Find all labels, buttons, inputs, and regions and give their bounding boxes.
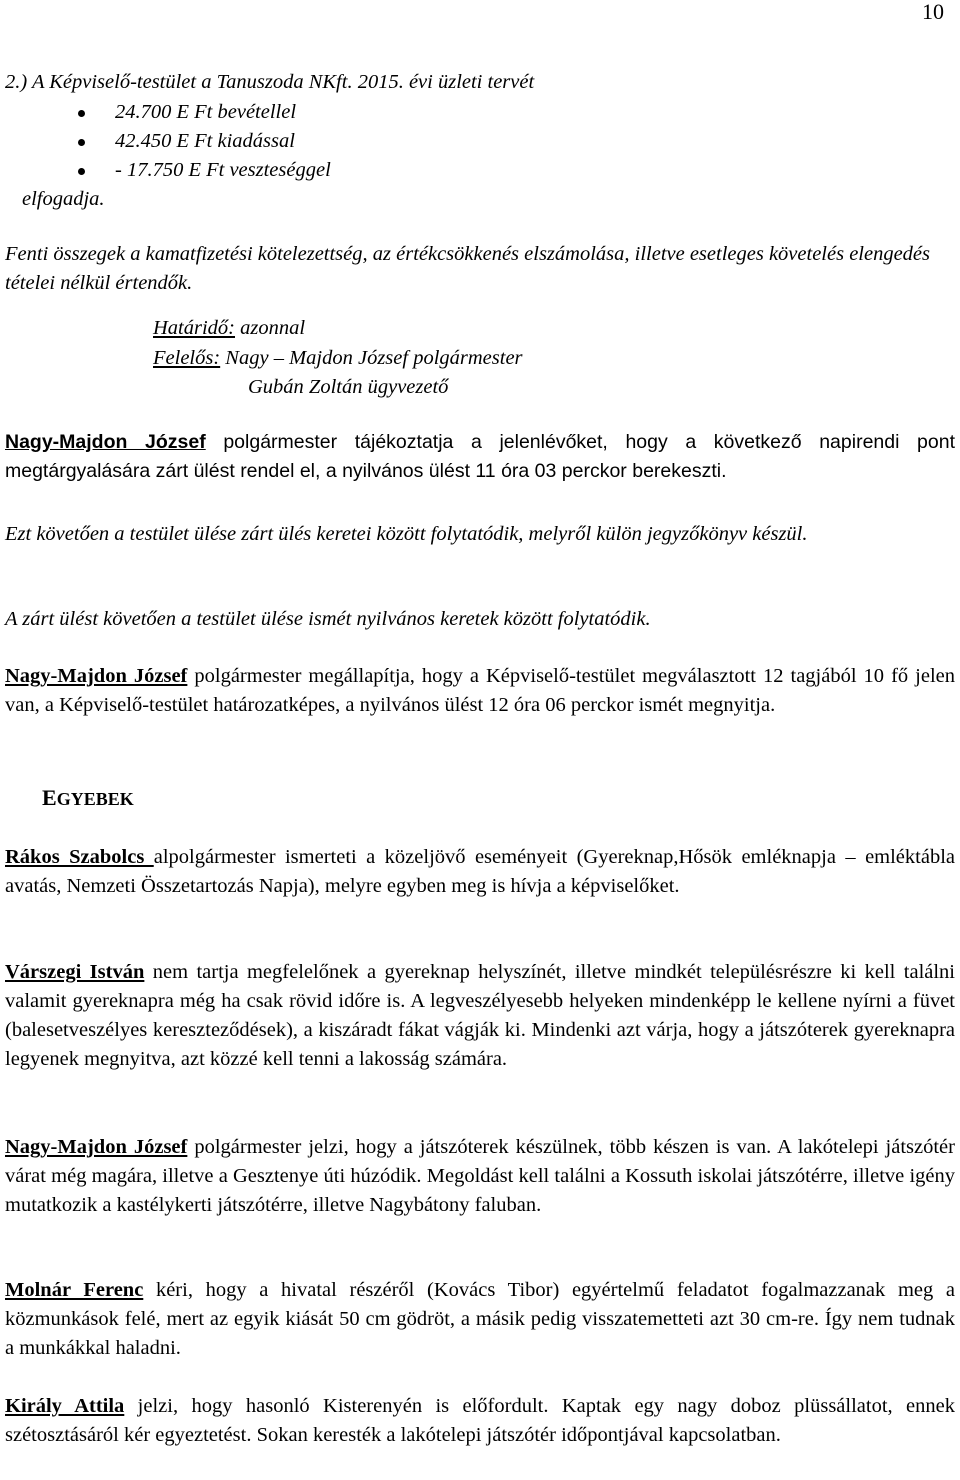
- list-item: 42.450 E Ft kiadással: [78, 127, 331, 156]
- paragraph-closed-session: Ezt követően a testület ülése zárt ülés keretei között folytatódik, melyről külön jegyzőkönyv készül.: [5, 523, 808, 545]
- discussion-text: jelzi, hogy hasonló Kisterenyén is előfordult. Kaptak egy nagy doboz plüssállatot, ennek szétosztásáról kér egyeztetést. Sokan keresték a lakótelepi játszótér időpontjával kapcsolatban.: [5, 1395, 955, 1446]
- list-item: - 17.750 E Ft veszteséggel: [78, 156, 331, 185]
- speaker-name: Nagy-Majdon József: [5, 1136, 188, 1158]
- resolution-closing: elfogadja.: [22, 188, 105, 210]
- paragraph-quorum: [5, 662, 955, 720]
- discussion-item: [5, 843, 955, 901]
- deadline-line: [153, 314, 853, 343]
- discussion-item: [5, 1392, 955, 1450]
- amount-note: Fenti összegek a kamatfizetési kötelezettség, az értékcsökkenés elszámolása, illetve esetleges követelés elengedés tételei nélkül értendők.: [5, 243, 931, 294]
- responsible-line: [153, 344, 853, 373]
- speaker-name: Molnár Ferenc: [5, 1279, 144, 1301]
- paragraph-closing-public: [5, 428, 955, 486]
- speaker-name: Várszegi István: [5, 961, 145, 983]
- paragraph-text: polgármester tájékoztatja a jelenlévőket, hogy a következő napirendi pont megtárgyalására zárt ülést rendel el, a nyilvános ülést 11 óra 03 perckor berekeszti.: [5, 431, 955, 482]
- list-item: 24.700 E Ft bevétellel: [78, 98, 331, 127]
- paragraph-text: polgármester megállapítja, hogy a Képviselő-testület megválasztott 12 tagjából 10 fő jelen van, a Képviselő-testület határozatképes, a nyilvános ülést 12 óra 06 perckor ismét megnyitja.: [5, 665, 955, 716]
- speaker-name: Király Attila: [5, 1395, 125, 1417]
- discussion-text: kéri, hogy a hivatal részéről (Kovács Tibor) egyértelmű feladatot fogalmazzanak meg a közmunkások felé, mert az egyik kiását 50 cm gödröt, a másik pedig visszatemetteti azt 30 cm-re. Így nem tudnak a munkákkal haladni.: [5, 1279, 956, 1359]
- discussion-text: polgármester jelzi, hogy a játszóterek készülnek, több készen is van. A lakótelepi játszótér várat még magára, illetve a Gesztenye úti húzódik. Megoldást kell találni a Kossuth iskolai játszótérre, illetve igény mutatkozik a kastélykerti játszótérre, illetve Nagybátony faluban.: [5, 1136, 955, 1216]
- section-heading: EGYEBEK: [42, 785, 134, 810]
- responsible-label: Felelős:: [153, 347, 221, 369]
- speaker-name: Rákos Szabolcs: [5, 846, 154, 868]
- deadline-label: Határidő:: [153, 317, 235, 339]
- discussion-item: [5, 1276, 955, 1363]
- speaker-name: Nagy-Majdon József: [5, 665, 188, 687]
- discussion-item: [5, 958, 955, 1074]
- speaker-name: Nagy-Majdon József: [5, 431, 206, 453]
- responsible-value: Nagy – Majdon József polgármester: [220, 347, 523, 369]
- responsible-second: Gubán Zoltán ügyvezető: [248, 376, 449, 398]
- discussion-text: nem tartja megfelelőnek a gyereknap helyszínét, illetve mindkét településrészre ki kell találni valamit gyereknapra még ha csak rövid időre is. A legveszélyesebb helyeken mindenképp le kellene nyírni a füvet (balesetveszélyes kereszteződések), a kiszáradt fákat vágják ki. Mindenki azt várja, hogy a játszóterek gyereknapra legyenek megnyitva, azt közzé kell tenni a lakosság számára.: [5, 961, 955, 1070]
- page-number: 10: [922, 0, 944, 24]
- deadline-value: azonnal: [235, 317, 306, 339]
- resolution-title: 2.) A Képviselő-testület a Tanuszoda NKft. 2015. évi üzleti tervét: [5, 71, 535, 93]
- paragraph-reopen: A zárt ülést követően a testület ülése ismét nyilvános keretek között folytatódik.: [5, 608, 651, 630]
- discussion-text: alpolgármester ismerteti a közeljövő eseményeit (Gyereknap,Hősök emléknapja – emléktábla avatás, Nemzeti Összetartozás Napja), melyre egyben meg is hívja a képviselőket.: [5, 846, 955, 897]
- resolution-list: [78, 98, 331, 185]
- discussion-item: [5, 1133, 955, 1220]
